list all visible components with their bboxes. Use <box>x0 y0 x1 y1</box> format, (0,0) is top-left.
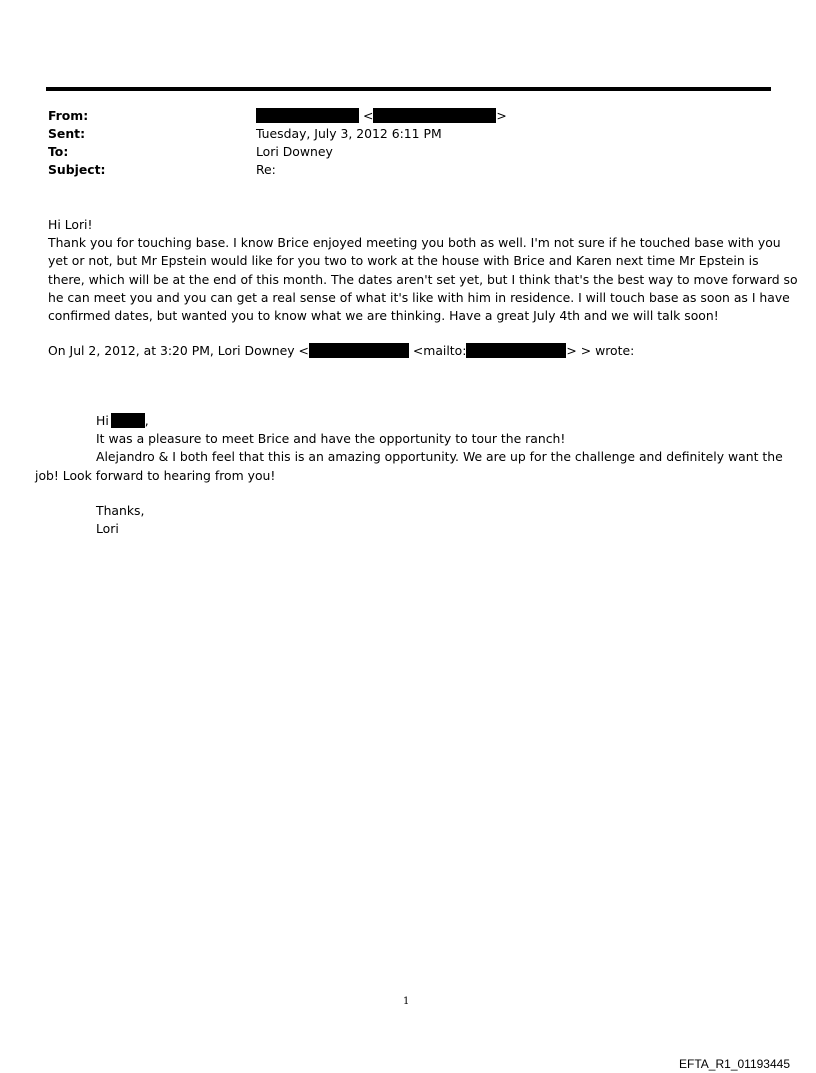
header-divider <box>46 87 771 91</box>
quoted-closing: Thanks, <box>96 502 145 518</box>
quoted-line-2: Alejandro & I both feel that this is an amazing opportunity. We are up for the challenge and definitely want the <box>96 449 783 465</box>
quoted-line-3: job! Look forward to hearing from you! <box>35 467 276 483</box>
quoted-greeting-line <box>48 412 770 430</box>
subject-label: Subject: <box>48 162 106 177</box>
from-open-bracket: < <box>363 108 374 123</box>
sent-label: Sent: <box>48 126 86 141</box>
from-close-bracket: > <box>496 108 507 123</box>
redacted-recipient-name <box>111 413 145 428</box>
reply-line-5: confirmed dates, but wanted you to know what we are thinking. Have a great July 4th and we will talk soon! <box>48 308 719 324</box>
quoted-greeting: Hi <box>96 413 109 428</box>
from-label: From: <box>48 108 89 123</box>
to-value: Lori Downey <box>256 144 333 159</box>
page-number: 1 <box>403 996 410 1007</box>
quoted-greeting-comma: , <box>144 413 149 428</box>
quoted-line-1: It was a pleasure to meet Brice and have the opportunity to tour the ranch! <box>96 431 566 447</box>
quoted-message <box>35 412 783 538</box>
reply-line-2: yet or not, but Mr Epstein would like for you two to work at the house with Brice and Karen next time Mr Epstein is <box>48 253 759 269</box>
redacted-quoted-email <box>309 343 409 358</box>
redacted-mailto-address <box>466 343 566 358</box>
to-label: To: <box>48 144 69 159</box>
quote-mailto: <mailto: <box>408 343 467 358</box>
subject-value: Re: <box>256 162 276 177</box>
reply-line-1: Thank you for touching base. I know Brice enjoyed meeting you both as well. I'm not sure if he touched base with you <box>48 235 781 251</box>
redacted-sender-email <box>373 108 496 123</box>
quote-end: > > wrote: <box>566 343 635 358</box>
quote-attribution <box>48 342 770 360</box>
reply-line-4: he can meet you and you can get a real sense of what it's like with him in residence. I will touch base as soon as I have <box>48 289 790 305</box>
sent-value: Tuesday, July 3, 2012 6:11 PM <box>256 126 442 141</box>
reply-body <box>48 216 798 325</box>
from-value <box>256 107 507 125</box>
quoted-signature: Lori <box>96 521 119 537</box>
reply-line-3: there, which will be at the end of this month. The dates aren't set yet, but I think that's the best way to move forward so <box>48 271 798 287</box>
bates-number: EFTA_R1_01193445 <box>679 1057 790 1071</box>
reply-greeting: Hi Lori! <box>48 217 93 232</box>
redacted-sender-name <box>256 108 359 123</box>
quote-intro: On Jul 2, 2012, at 3:20 PM, Lori Downey < <box>48 343 309 358</box>
